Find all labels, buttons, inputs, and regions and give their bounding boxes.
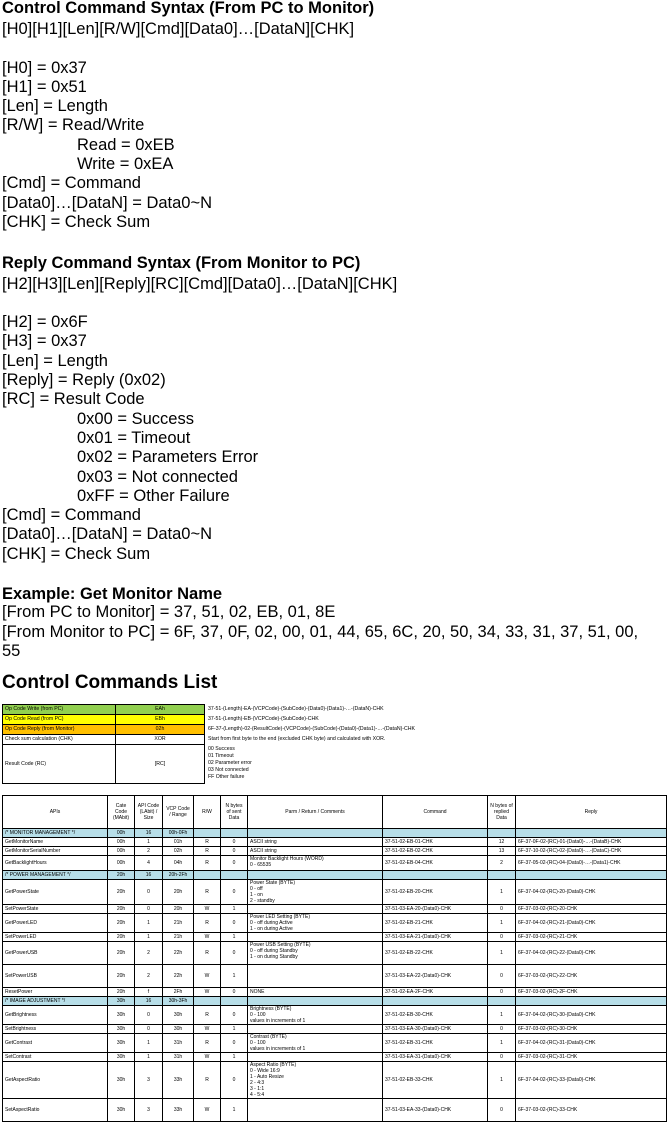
table-cell: ResetPower [3, 988, 108, 997]
table-cell: 6F-37-03-02-(RC)-33-CHK [516, 1099, 667, 1122]
table-cell: 20h [163, 880, 194, 905]
table-cell: 2 [135, 847, 163, 856]
table-cell [488, 871, 516, 880]
result-code-values [205, 745, 418, 784]
column-header: N bytes of sent Data [221, 796, 248, 829]
example-line: [From Monitor to PC] = 6F, 37, 0F, 02, 00, 01, 44, 65, 6C, 20, 50, 34, 33, 31, 37, 51, 00, [2, 622, 639, 641]
table-cell: 21h [163, 914, 194, 933]
table-cell: 1 [221, 1025, 248, 1034]
table-cell: Power LED Setting (BYTE) 0 - off during Active 1 - on during Active [248, 914, 383, 933]
table-cell: 1 [135, 914, 163, 933]
table-cell: 00h [108, 847, 135, 856]
table-cell: 16 [135, 829, 163, 838]
table-cell: 3 [135, 1099, 163, 1122]
reply-def: [H2] = 0x6F [2, 313, 88, 332]
table-cell: 0 [221, 1034, 248, 1053]
table-cell: 37-51-02-EB-33-CHK [383, 1062, 488, 1099]
column-header: VCP Code / Range [163, 796, 194, 829]
legend-code: 02h [116, 725, 205, 735]
table-cell: 0 [135, 1025, 163, 1034]
legend-label: Op Code Read (from PC) [3, 715, 116, 725]
result-code-value: 00 Success [208, 745, 235, 752]
table-cell: 6F-37-0F-02-(RC)-01-(Data0)-…-(DataB)-CHK [516, 838, 667, 847]
column-header: APIs [3, 796, 108, 829]
result-code-value: 03 Not connected [208, 766, 249, 773]
pc-def: [R/W] = Read/Write [2, 116, 145, 135]
table-cell: 30h [108, 1025, 135, 1034]
pc-def: [Data0]…[DataN] = Data0~N [2, 193, 213, 212]
table-cell: SetBrightness [3, 1025, 108, 1034]
table-cell: 1 [135, 1034, 163, 1053]
table-cell: GetBrightness [3, 1006, 108, 1025]
table-cell [383, 997, 488, 1006]
table-cell: 00h [108, 838, 135, 847]
table-cell: 1 [135, 838, 163, 847]
legend-row [3, 705, 418, 715]
table-cell: ASCII string [248, 847, 383, 856]
table-cell: 1 [221, 933, 248, 942]
table-row [3, 1062, 667, 1099]
table-cell: 0 [221, 988, 248, 997]
table-cell: 6F-37-03-02-(RC)-2F-CHK [516, 988, 667, 997]
table-cell: 37-51-02-EB-31-CHK [383, 1034, 488, 1053]
table-cell: 6F-37-04-02-(RC)-21-(Data0)-CHK [516, 914, 667, 933]
table-row [3, 847, 667, 856]
column-header: Parm / Return / Comments [248, 796, 383, 829]
table-cell: 6F-37-05-02-(RC)-04-(Data0)-…-(Data1)-CHK [516, 856, 667, 871]
category-row [3, 997, 667, 1006]
table-cell [194, 997, 221, 1006]
table-cell [488, 997, 516, 1006]
table-cell: 0 [488, 988, 516, 997]
pc-to-monitor-title: Control Command Syntax (From PC to Monitor) [2, 0, 375, 17]
table-cell: 00h-0Fh [163, 829, 194, 838]
result-code-value: 01 Timeout [208, 752, 234, 759]
result-code-value: FF Other failure [208, 773, 245, 780]
table-cell: 0 [135, 880, 163, 905]
table-cell [248, 997, 383, 1006]
table-cell: 37-51-02-EB-20-CHK [383, 880, 488, 905]
table-cell: 20h [163, 905, 194, 914]
table-cell: W [194, 905, 221, 914]
table-row [3, 914, 667, 933]
table-cell: 6F-37-04-02-(RC)-30-(Data0)-CHK [516, 1006, 667, 1025]
table-cell: 1 [221, 1099, 248, 1122]
table-row [3, 1034, 667, 1053]
table-cell: 20h [108, 933, 135, 942]
rc-value: 0x00 = Success [77, 409, 194, 428]
table-cell [248, 965, 383, 988]
table-cell: 1 [221, 1053, 248, 1062]
pc-def: [CHK] = Check Sum [2, 212, 151, 231]
table-row [3, 988, 667, 997]
table-cell: 1 [488, 942, 516, 965]
table-cell: 37-51-02-EB-21-CHK [383, 914, 488, 933]
table-row [3, 838, 667, 847]
table-cell: 1 [488, 914, 516, 933]
rw-value: Read = 0xEB [77, 135, 175, 154]
table-cell: R [194, 856, 221, 871]
table-cell: /* MONITOR MANAGEMENT */ [3, 829, 108, 838]
table-cell: 04h [163, 856, 194, 871]
table-cell: 6F-37-03-02-(RC)-30-CHK [516, 1025, 667, 1034]
table-cell: 30h-3Fh [163, 997, 194, 1006]
example-title: Example: Get Monitor Name [2, 585, 223, 604]
table-cell [194, 829, 221, 838]
reply-def: [CHK] = Check Sum [2, 544, 151, 563]
pc-format: [H0][H1][Len][R/W][Cmd][Data0]…[DataN][CHK] [2, 20, 355, 38]
table-cell: 33h [163, 1062, 194, 1099]
table-cell: 33h [163, 1099, 194, 1122]
table-cell: 0 [488, 905, 516, 914]
legend-code: XOR [116, 735, 205, 745]
table-cell: 37-51-02-EB-22-CHK [383, 942, 488, 965]
table-cell: 37-51-02-EA-2F-CHK [383, 988, 488, 997]
table-cell [248, 829, 383, 838]
table-cell: 6F-37-04-02-(RC)-33-(Data0)-CHK [516, 1062, 667, 1099]
table-cell: Contrast (BYTE) 0 - 100 values in increments of 1 [248, 1034, 383, 1053]
table-cell: R [194, 838, 221, 847]
table-cell: 0 [221, 914, 248, 933]
table-cell: 2 [135, 942, 163, 965]
table-row [3, 965, 667, 988]
table-cell: 30h [163, 1025, 194, 1034]
table-cell: Power USB Setting (BYTE) 0 - off during Standby 1 - on during Standby [248, 942, 383, 965]
rc-value: 0x03 = Not connected [77, 467, 238, 486]
table-cell: 3 [135, 1062, 163, 1099]
table-cell: 20h [108, 988, 135, 997]
legend-note: 37-51-(Length)-EA-(VCPCode)-(SubCode)-(Data0)-(Data1)-…-(DataN)-CHK [208, 706, 384, 712]
example-line: [From PC to Monitor] = 37, 51, 02, EB, 01, 8E [2, 603, 336, 622]
table-cell: 4 [135, 856, 163, 871]
commands-list-title: Control Commands List [2, 672, 218, 694]
table-row [3, 905, 667, 914]
table-cell: 0 [221, 847, 248, 856]
table-cell: 00h [108, 856, 135, 871]
reply-def: [Reply] = Reply (0x02) [2, 371, 166, 390]
category-row [3, 871, 667, 880]
table-cell: 6F-37-03-02-(RC)-31-CHK [516, 1053, 667, 1062]
result-code-row [3, 745, 418, 784]
table-cell: 37-51-02-EB-01-CHK [383, 838, 488, 847]
table-cell: 12 [488, 838, 516, 847]
table-cell: GetAspectRatio [3, 1062, 108, 1099]
table-cell [248, 933, 383, 942]
rw-value: Write = 0xEA [77, 155, 174, 174]
pc-def: [H1] = 0x51 [2, 77, 87, 96]
table-cell: 20h [108, 905, 135, 914]
table-cell: 20h [108, 871, 135, 880]
table-cell [221, 997, 248, 1006]
table-cell: 21h [163, 933, 194, 942]
rc-value: 0x02 = Parameters Error [77, 448, 259, 467]
table-cell: f [135, 988, 163, 997]
table-cell: 2 [135, 965, 163, 988]
table-cell: 20h-2Fh [163, 871, 194, 880]
table-cell: GetMonitorSerialNumber [3, 847, 108, 856]
table-cell: Monitor Backlight Hours (WORD) 0 - 65535 [248, 856, 383, 871]
example-line: 55 [2, 641, 21, 660]
reply-def: [Cmd] = Command [2, 506, 141, 525]
legend-row [3, 725, 418, 735]
pc-def: [H0] = 0x37 [2, 58, 87, 77]
table-cell: 02h [163, 847, 194, 856]
table-cell: W [194, 965, 221, 988]
table-cell: R [194, 1034, 221, 1053]
table-cell: SetPowerUSB [3, 965, 108, 988]
table-row [3, 856, 667, 871]
table-cell: 0 [221, 856, 248, 871]
table-cell: 6F-37-03-02-(RC)-20-CHK [516, 905, 667, 914]
table-cell: /* IMAGE ADJUSTMENT */ [3, 997, 108, 1006]
rc-value: 0xFF = Other Failure [77, 486, 230, 505]
legend-note: 37-51-(Length)-EB-(VCPCode)-(SubCode)-CHK [208, 716, 319, 722]
table-cell: GetPowerUSB [3, 942, 108, 965]
table-row [3, 880, 667, 905]
column-header: Cate Code (MAbit) [108, 796, 135, 829]
table-cell: 30h [108, 1099, 135, 1122]
table-cell: 0 [488, 1053, 516, 1062]
reply-def: [Len] = Length [2, 351, 108, 370]
table-cell: R [194, 914, 221, 933]
table-cell: 1 [488, 880, 516, 905]
table-cell: 0 [221, 880, 248, 905]
table-cell: 37-51-03-EA-20-(Data0)-CHK [383, 905, 488, 914]
legend-row [3, 715, 418, 725]
table-cell: 30h [108, 1053, 135, 1062]
table-row [3, 1099, 667, 1122]
table-cell: 2Fh [163, 988, 194, 997]
table-cell: 30h [108, 997, 135, 1006]
table-cell: 22h [163, 965, 194, 988]
table-cell: 6F-37-04-02-(RC)-31-(Data0)-CHK [516, 1034, 667, 1053]
table-cell: 16 [135, 871, 163, 880]
table-cell: 31h [163, 1053, 194, 1062]
table-cell: 37-51-03-EA-31-(Data0)-CHK [383, 1053, 488, 1062]
table-cell: R [194, 847, 221, 856]
table-cell [248, 871, 383, 880]
table-cell: 0 [488, 1025, 516, 1034]
table-cell: 37-51-02-EB-30-CHK [383, 1006, 488, 1025]
table-cell [194, 871, 221, 880]
table-cell [488, 829, 516, 838]
table-cell: GetBacklightHours [3, 856, 108, 871]
table-cell: 37-51-03-EA-22-(Data0)-CHK [383, 965, 488, 988]
table-cell: 0 [488, 933, 516, 942]
legend-code: EBh [116, 715, 205, 725]
table-cell: 30h [108, 1062, 135, 1099]
rc-value: 0x01 = Timeout [77, 428, 191, 447]
table-cell: 6F-37-04-02-(RC)-20-(Data0)-CHK [516, 880, 667, 905]
table-header-row [3, 796, 667, 829]
table-cell: GetPowerState [3, 880, 108, 905]
table-cell: 1 [135, 933, 163, 942]
table-cell: R [194, 1006, 221, 1025]
reply-format: [H2][H3][Len][Reply][RC][Cmd][Data0]…[DataN][CHK] [2, 274, 398, 293]
table-cell: 0 [221, 1062, 248, 1099]
category-row [3, 829, 667, 838]
table-cell [248, 905, 383, 914]
legend-label: Op Code Reply (from Monitor) [3, 725, 116, 735]
table-row [3, 1025, 667, 1034]
pc-def: [Len] = Length [2, 97, 108, 116]
table-cell: SetContrast [3, 1053, 108, 1062]
table-cell: 0 [221, 838, 248, 847]
table-cell: 0 [135, 905, 163, 914]
table-cell: W [194, 933, 221, 942]
table-cell: 16 [135, 997, 163, 1006]
table-cell: Aspect Ratio (BYTE) 0 - Wide 16:9 1 - Auto Resize 2 - 4:3 3 - 1:1 4 - 5:4 [248, 1062, 383, 1099]
table-cell: 0 [488, 1099, 516, 1122]
table-cell: 0 [488, 965, 516, 988]
table-cell: Brightness (BYTE) 0 - 100 values in increments of 1 [248, 1006, 383, 1025]
table-cell: 13 [488, 847, 516, 856]
table-cell: 37-51-03-EA-33-(Data0)-CHK [383, 1099, 488, 1122]
table-row [3, 1053, 667, 1062]
table-row [3, 942, 667, 965]
column-header: Reply [516, 796, 667, 829]
table-cell [516, 871, 667, 880]
table-cell [516, 829, 667, 838]
table-cell: 30h [163, 1006, 194, 1025]
reply-def: [Data0]…[DataN] = Data0~N [2, 525, 213, 544]
table-cell: 0 [135, 1006, 163, 1025]
table-cell: 1 [221, 965, 248, 988]
column-header: API Code (LAbit) / Size [135, 796, 163, 829]
table-cell: 1 [488, 1006, 516, 1025]
table-cell [248, 1099, 383, 1122]
legend-label: Op Code Write (from PC) [3, 705, 116, 715]
table-cell [383, 871, 488, 880]
reply-def: [H3] = 0x37 [2, 332, 87, 351]
table-cell [248, 1053, 383, 1062]
result-code-label: Result Code (RC) [3, 745, 116, 784]
table-cell: SetPowerState [3, 905, 108, 914]
document [2, 0, 665, 694]
table-cell: 1 [135, 1053, 163, 1062]
table-cell: 37-51-02-EB-04-CHK [383, 856, 488, 871]
legend-note: Start from first byte to the end (excluded CHK byte) and calculated with XOR. [208, 736, 386, 742]
legend-table [2, 704, 418, 784]
table-cell: 37-51-02-EB-02-CHK [383, 847, 488, 856]
table-cell: 6F-37-10-02-(RC)-02-(Data0)-…-(DataC)-CHK [516, 847, 667, 856]
table-cell: 22h [163, 942, 194, 965]
table-cell: 20h [108, 914, 135, 933]
table-cell: ASCII string [248, 838, 383, 847]
table-cell: 1 [488, 1034, 516, 1053]
table-cell: 20h [108, 942, 135, 965]
table-cell: GetMonitorName [3, 838, 108, 847]
table-cell: GetPowerLED [3, 914, 108, 933]
table-cell [221, 871, 248, 880]
table-cell: Power State (BYTE) 0 - off 1 - on 2 - standby [248, 880, 383, 905]
monitor-to-pc-title: Reply Command Syntax (From Monitor to PC) [2, 253, 361, 272]
table-cell: 37-51-03-EA-21-(Data0)-CHK [383, 933, 488, 942]
table-cell: W [194, 988, 221, 997]
table-cell: 20h [108, 965, 135, 988]
result-code-code: [RC] [116, 745, 205, 784]
table-cell [248, 1025, 383, 1034]
table-cell: 20h [108, 880, 135, 905]
result-code-value: 02 Parameter error [208, 759, 252, 766]
legend-label: Check sum calculation (CHK) [3, 735, 116, 745]
table-cell: 31h [163, 1034, 194, 1053]
table-cell: 6F-37-03-02-(RC)-22-CHK [516, 965, 667, 988]
table-cell [383, 829, 488, 838]
commands-table [2, 795, 667, 1122]
table-cell [516, 997, 667, 1006]
legend-row [3, 735, 418, 745]
table-cell: 00h [108, 829, 135, 838]
table-cell: 30h [108, 1006, 135, 1025]
table-cell: SetAspectRatio [3, 1099, 108, 1122]
table-cell: R [194, 1062, 221, 1099]
column-header: N bytes of replied Data [488, 796, 516, 829]
table-cell: 30h [108, 1034, 135, 1053]
legend-code: EAh [116, 705, 205, 715]
legend-note: 6F-37-(Length)-02-(ResultCode)-(VCPCode)-(SubCode)-(Data0)-(Data1)-…-(DataN)-CHK [208, 726, 415, 732]
table-cell: /* POWER MANAGEMENT */ [3, 871, 108, 880]
table-cell: W [194, 1053, 221, 1062]
table-cell: SetPowerLED [3, 933, 108, 942]
column-header: R/W [194, 796, 221, 829]
pc-def: [Cmd] = Command [2, 174, 141, 193]
table-cell: R [194, 942, 221, 965]
reply-def: [RC] = Result Code [2, 390, 145, 409]
table-cell: 2 [488, 856, 516, 871]
table-cell: 1 [488, 1062, 516, 1099]
table-cell [221, 829, 248, 838]
table-cell: NONE [248, 988, 383, 997]
table-cell: W [194, 1099, 221, 1122]
table-cell: W [194, 1025, 221, 1034]
table-row [3, 933, 667, 942]
table-cell: 37-51-03-EA-30-(Data0)-CHK [383, 1025, 488, 1034]
column-header: Command [383, 796, 488, 829]
table-cell: 6F-37-04-02-(RC)-22-(Data0)-CHK [516, 942, 667, 965]
table-cell: GetContrast [3, 1034, 108, 1053]
table-cell: 01h [163, 838, 194, 847]
table-cell: 0 [221, 1006, 248, 1025]
table-cell: 6F-37-03-02-(RC)-21-CHK [516, 933, 667, 942]
table-cell: R [194, 880, 221, 905]
table-row [3, 1006, 667, 1025]
table-cell: 1 [221, 905, 248, 914]
table-cell: 0 [221, 942, 248, 965]
